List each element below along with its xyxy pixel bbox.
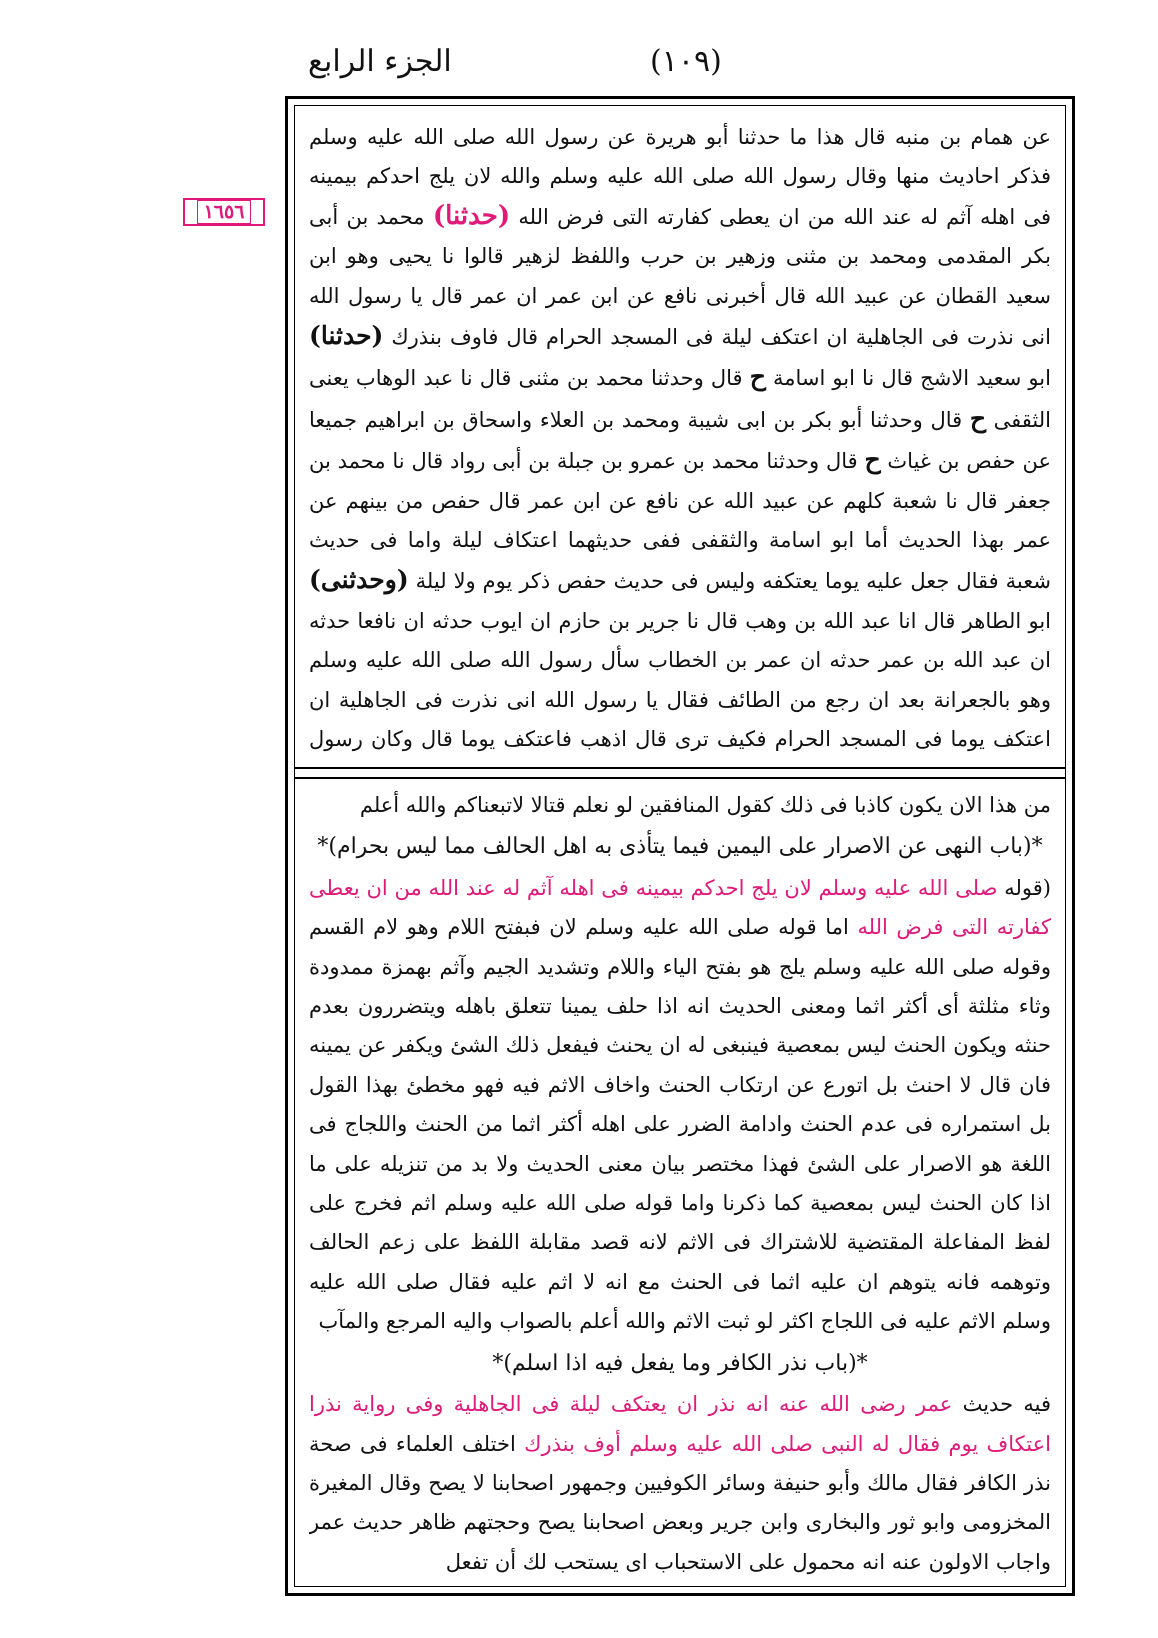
commentary-lead: (قوله: [1004, 875, 1051, 900]
hadith-part-2: محمد بن أبى بكر المقدمى ومحمد بن مثنى وزهير بن حرب واللفظ لزهير قالوا نا يحيى وهو ابن سعيد القطان عن عبيد الله قال أخبرنى نافع عن ابن عمر ان عمر قال يا رسول الله انى نذرت فى الجاهلية ان اعتكف ليلة فى المسجد الحرام قال فاوف بنذرك: [309, 204, 1051, 350]
margin-hadith-number: [183, 198, 265, 226]
running-head-part: الجزء الرابع: [308, 44, 452, 79]
hadith-part-6: قال وحدثنا محمد بن عمرو بن جبلة بن أبى رواد قال نا محمد بن جعفر قال نا شعبة كلهم عن عبيد الله عن نافع عن ابن عمر قال حفص من بينهم عن عمر بهذا الحديث أما ابو اسامة والثقفى ففى حديثهما اعتكاف ليلة واما فى حديث شعبة فقال جعل عليه يوما يعتكفه وليس فى حديث حفص ذكر يوم ولا ليلة: [309, 449, 1051, 594]
page-frame: [285, 96, 1075, 1596]
page-number: (١٠٩): [650, 44, 722, 79]
hadith-part-4: قال وحدثنا محمد بن مثنى قال نا عبد الوهاب يعنى الثقفى: [309, 366, 1051, 432]
commentary-body: اما قوله صلى الله عليه وسلم لان فبفتح اللام وهو لام القسم وقوله صلى الله عليه وسلم يلج هو بفتح الياء واللام وتشديد الجيم وآثم بهمزة ممدودة وثاء مثلثة أى أكثر اثما ومعنى الحديث انه اذا حلف يمينا تتعلق باهله ويتضررون بعدم حنثه ويكون الحنث ليس بمعصية فينبغى له ان يحنث فيفعل ذلك الشئ ويكفر عن يمينه فان قال لا احنث بل اتورع عن ارتكاب الحنث واخاف الاثم فيه فهو مخطئ بهذا القول بل استمراره فى عدم الحنث وادامة الضرر على اهله أكثر اثما من الحنث واللجاج فى اللغة هو الاصرار على الشئ فهذا مختصر بيان معنى الحديث ولا بد من تنزيله على ما اذا كان الحنث ليس بمعصية كما ذكرنا واما قوله صلى الله عليه وسلم اثم فخرج على لفظ المفاعلة المقتضية للاشتراك فى الاثم لانه قصد مقابلة اللفظ على زعم الحالف وتوهمه فانه يتوهم ان عليه اثما فى الحنث مع انه لا اثم عليه فقال صلى الله عليه وسلم الاثم عليه فى اللجاج اكثر لو ثبت الاثم والله أعلم بالصواب واليه المرجع والمآب: [309, 915, 1051, 1334]
commentary-paragraph-2: [309, 869, 1051, 1342]
hadith-part-1: عن همام بن منبه قال هذا ما حدثنا أبو هريرة عن رسول الله صلى الله عليه وسلم فذكر احاديث منها وقال رسول الله صلى الله عليه وسلم والله لان يلج احدكم بيمينه فى اهله آثم له عند الله من ان يعطى كفارته التى فرض الله: [309, 125, 1051, 229]
commentary-section: [309, 786, 1051, 1586]
quoted-hadith-text: صلى الله عليه وسلم لان يلج احدكم بيمينه فى اهله آثم له عند الله من ان يعطى كفارته التى فرض الله: [309, 875, 1051, 940]
hadith-part-7: ابو الطاهر قال انا عبد الله بن وهب قال نا جرير بن حازم ان ايوب حدثه ان نافعا حدثه ان عبد الله بن عمر حدثه ان عمر بن الخطاب سأل رسول الله صلى الله عليه وسلم وهو بالجعرانة بعد ان رجع من الطائف فقال يا رسول الله انى نذرت فى الجاهلية ان اعتكف يوما فى المسجد الحرام فكيف ترى قال اذهب فاعتكف يوما قال وكان رسول: [309, 608, 1051, 752]
tahwil-marker: ح: [864, 445, 881, 475]
chapter-heading-1: *(باب النهى عن الاصرار على اليمين فيما يتأذى به اهل الحالف مما ليس بحرام)*: [317, 834, 1043, 860]
tahwil-marker: ح: [969, 403, 986, 433]
narration-marker: (وحدثنى): [309, 565, 409, 595]
quoted-hadith-text: عمر رضى الله عنه انه نذر ان يعتكف ليلة فى الجاهلية وفى رواية نذرا اعتكاف يوم فقال له النبى صلى الله عليه وسلم أوف بنذرك: [309, 1392, 1051, 1456]
hadith-part-5: قال وحدثنا أبو بكر بن ابى شيبة ومحمد بن العلاء واسحاق بن ابراهيم جميعا عن حفص بن غياث: [309, 407, 1051, 474]
commentary-paragraph-1: من هذا الان يكون كاذبا فى ذلك كقول المنافقين لو نعلم قتالا لاتبعناكم والله أعلم: [359, 793, 1051, 817]
narration-marker: (حدثنا): [309, 321, 384, 351]
hadith-part-3: ابو سعيد الاشج قال نا ابو اسامة: [772, 366, 1051, 391]
chapter-heading-2: *(باب نذر الكافر وما يفعل فيه اذا اسلم)*: [492, 1350, 868, 1376]
narration-marker: (حدثنا): [432, 200, 511, 231]
commentary-paragraph-3: [309, 1385, 1051, 1582]
section-divider: [295, 767, 1065, 779]
commentary-lead: فيه حديث: [962, 1392, 1051, 1417]
margin-hadith-number-text: ١٦٥٦: [197, 200, 252, 224]
tahwil-marker: ح: [749, 362, 766, 392]
hadith-text: [309, 118, 1051, 758]
hadith-section: [309, 118, 1051, 758]
page-frame-inner: [294, 105, 1066, 1587]
commentary-body: اختلف العلماء فى صحة نذر الكافر فقال مالك وأبو حنيفة وسائر الكوفيين وجمهور اصحابنا لا يصح وقال المغيرة المخزومى وابو ثور والبخارى وابن جرير وبعض اصحابنا يصح وحجتهم ظاهر حديث عمر واجاب الاولون عنه انه محمول على الاستحباب اى يستحب لك أن تفعل: [309, 1431, 1051, 1574]
